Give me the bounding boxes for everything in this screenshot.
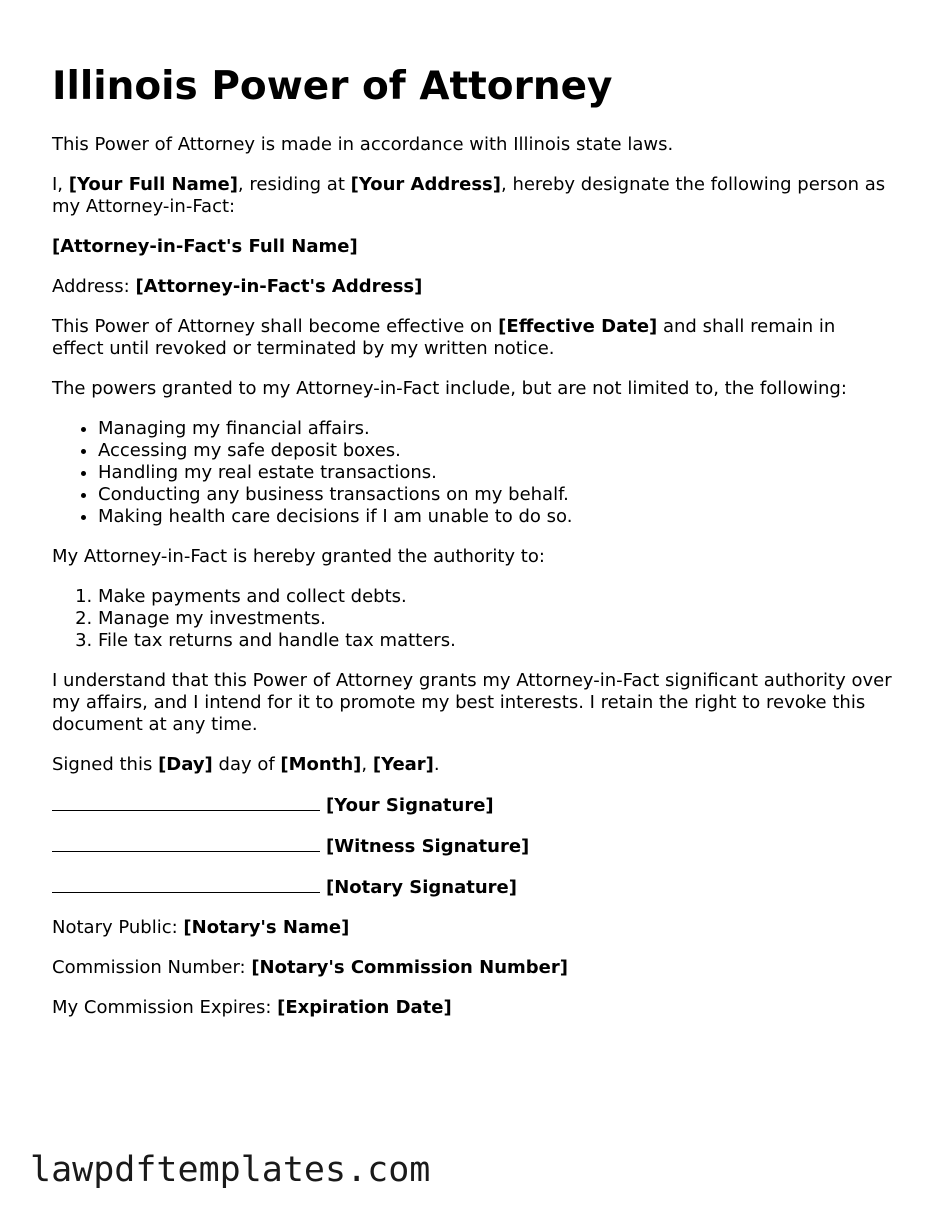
attorney-address-paragraph: Address: [Attorney-in-Fact's Address] <box>52 276 423 297</box>
month-placeholder: [Month] <box>280 754 362 775</box>
list-item: • Accessing my safe deposit boxes. <box>98 440 892 462</box>
address-placeholder: [Your Address] <box>350 174 501 195</box>
day-placeholder: [Day] <box>158 754 213 775</box>
commission-number-placeholder: [Notary's Commission Number] <box>251 957 568 978</box>
your-signature-label: [Your Signature] <box>326 795 494 816</box>
signed-paragraph: Signed this [Day] day of [Month], [Year]. <box>52 754 440 775</box>
year-placeholder: [Year] <box>372 754 434 775</box>
footer-watermark: lawpdftemplates.com <box>30 1150 431 1190</box>
full-name-placeholder: [Your Full Name] <box>68 174 238 195</box>
powers-intro: The powers granted to my Attorney-in-Fact include, but are not limited to, the following: <box>52 378 847 399</box>
attorney-name-paragraph <box>52 236 892 258</box>
effective-paragraph: This Power of Attorney shall become effective on [Effective Date] and shall remain in effect until revoked or terminated by my written notice. <box>52 316 836 359</box>
document-title: Illinois Power of Attorney <box>52 64 613 109</box>
signature-blank[interactable] <box>52 876 320 893</box>
commission-number-paragraph: Commission Number: [Notary's Commission Number] <box>52 957 568 978</box>
authority-list <box>52 586 892 652</box>
notary-signature-label: [Notary Signature] <box>326 877 517 898</box>
understanding-paragraph: I understand that this Power of Attorney grants my Attorney-in-Fact significant authority over my affairs, and I intend for it to promote my best interests. I retain the right to revoke this document at any time. <box>52 670 892 735</box>
powers-list <box>52 418 892 528</box>
notary-name-placeholder: [Notary's Name] <box>183 917 350 938</box>
designation-paragraph: I, [Your Full Name], residing at [Your Address], hereby designate the following person as my Attorney-in-Fact: <box>52 174 886 217</box>
attorney-address-placeholder: [Attorney-in-Fact's Address] <box>135 276 423 297</box>
witness-signature-label: [Witness Signature] <box>326 836 530 857</box>
list-item: • Handling my real estate transactions. <box>98 462 892 484</box>
intro-paragraph: This Power of Attorney is made in accordance with Illinois state laws. <box>52 134 674 155</box>
signature-blank[interactable] <box>52 794 320 811</box>
expiration-date-placeholder: [Expiration Date] <box>277 997 452 1018</box>
document <box>52 62 892 1037</box>
list-item: 1. Make payments and collect debts. <box>98 586 892 608</box>
attorney-name-placeholder: [Attorney-in-Fact's Full Name] <box>52 236 358 257</box>
list-item: • Managing my financial affairs. <box>98 418 892 440</box>
effective-date-placeholder: [Effective Date] <box>498 316 658 337</box>
list-item: 3. File tax returns and handle tax matters. <box>98 630 892 652</box>
list-item: • Conducting any business transactions on my behalf. <box>98 484 892 506</box>
list-item: • Making health care decisions if I am unable to do so. <box>98 506 892 528</box>
notary-public-paragraph: Notary Public: [Notary's Name] <box>52 917 350 938</box>
commission-expires-paragraph: My Commission Expires: [Expiration Date] <box>52 997 452 1018</box>
your-signature-line <box>52 794 892 817</box>
list-item: 2. Manage my investments. <box>98 608 892 630</box>
authority-intro: My Attorney-in-Fact is hereby granted the authority to: <box>52 546 545 567</box>
witness-signature-line <box>52 835 892 858</box>
signature-blank[interactable] <box>52 835 320 852</box>
notary-signature-line <box>52 876 892 899</box>
